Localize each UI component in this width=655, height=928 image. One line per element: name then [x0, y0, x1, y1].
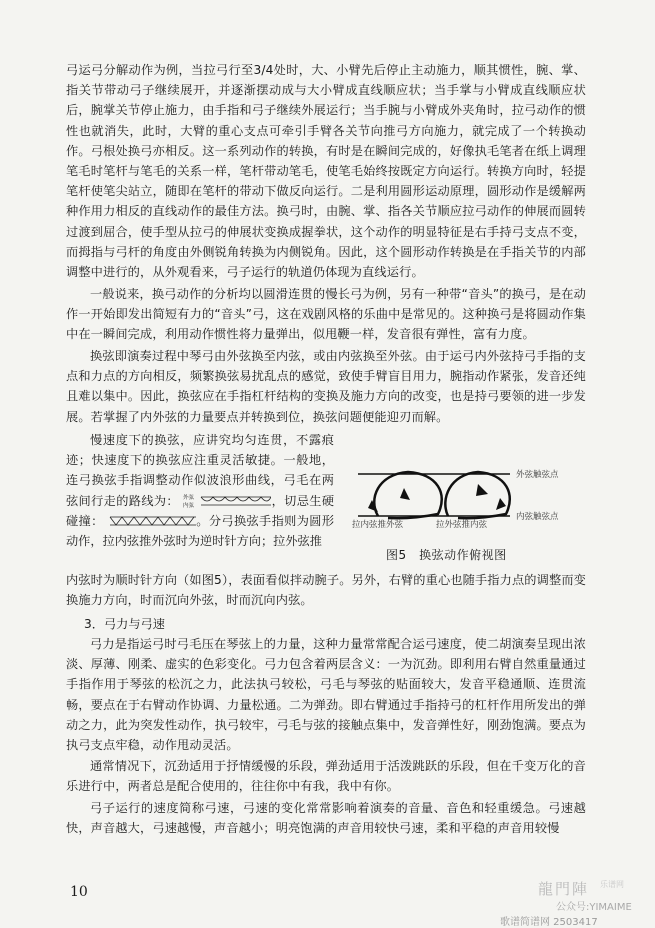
figure-label-pull-outer: 拉外弦推内弦 — [436, 520, 488, 530]
paragraph-crossing-speed — [66, 430, 334, 551]
figure-label-pull-inner: 拉内弦推外弦 — [352, 520, 404, 530]
watermark-logo: 龍門陣 — [538, 880, 590, 898]
paragraph-bow-change: 弓运弓分解动作为例，当拉弓行至3/4处时，大、小臂先后停止主动施力，顺其惯性，腕、掌、指关节带动弓子继续展开，并逐渐摆动成与大小臂成直线顺应状；当手掌与小臂成直线顺应状后，腕掌关节停止施力，由手指和弓子继续外展运行；当手腕与小臂成外夹角时，拉弓动作的惯性也就消失，此时，大臂的重心支点可牵引手臂各关节向推弓方向施力，就完成了一个转换动作。弓根处换弓亦相反。这一系列动作的转换，有时是在瞬间完成的，好像执毛笔者在纸上调理笔毛时笔杆与笔毛的关系一样，笔杆带动笔毛，使笔毛始终按既定方向运行。转换方向时，轻提笔杆使笔尖站立，随即在笔杆的带动下做反向运行。二是利用圆形运动原理，圆形动作是缓解两种作用力相反的直线动作的最佳方法。换弓时，由腕、掌、指各关节顺应拉弓动作的伸展而圆转过渡到屈合，使手型从拉弓的伸展状变换成握拳状，这个动作的明显特征是右手持弓支点不变，而拇指与弓杆的角度由外侧锐角转换为内侧锐角。因此，这个圆形动作转换是在手指关节的内部调整中进行的，从外观看来，弓子运行的轨道仍体现为直线运行。 — [66, 63, 586, 280]
paragraph-crossing-speed-text-2: ，切忌生硬碰撞： — [66, 493, 335, 528]
page-number: 10 — [70, 884, 88, 900]
watermark-logo-small: 乐谱网 — [600, 880, 624, 889]
zigzag-path-diagram — [108, 513, 196, 529]
figure-caption: 图5 换弦动作俯视图 — [386, 548, 507, 562]
watermark-site: 公众号:YIMAIME — [556, 902, 632, 913]
paragraph-crossing-speed-text-3: 。分弓换弦手指则为圆形动作，拉内弦推外弦时为逆时针方向；拉外弦推 — [66, 513, 335, 549]
paragraph-bow-force-usage: 通常情况下，沉劲适用于抒情缓慢的乐段，弹劲适用于活泼跳跃的乐段，但在千变万化的音乐进行中，两者总是配合使用的，往往你中有我，我中有你。 — [66, 759, 586, 794]
watermark-bottom: 歌谱简谱网 2503417 — [500, 917, 598, 928]
paragraph-accent-bow: 一般说来，换弓动作的分析均以圆滑连贯的慢长弓为例，另有一种带“音头”的换弓，是在动作一开始即发出简短有力的“音头”弓，这在戏剧风格的乐曲中是常见的。这种换弓是将圆动作集中在一瞬间完成，利用动作惯性将力量弹出，似甩鞭一样，发音很有弹性，富有力度。 — [66, 287, 586, 342]
paragraph-string-crossing: 换弦即演奏过程中琴弓由外弦换至内弦，或由内弦换至外弦。由于运弓内外弦持弓手指的支点和力点的方向相反，频繁换弦易扰乱点的感觉，致使手臂盲目用力，腕指动作紧张，发音还纯且难以集中。因此，换弦应在手指杠杆结构的变换及施力方向的改变，也是持弓要领的进一步发展。若掌握了内外弦的力量要点并转换到位，换弦问题便能迎刃而解。 — [66, 349, 586, 424]
inner-string-label: 内弦 — [183, 503, 195, 510]
figure-label-outer-contact: 外弦触弦点 — [516, 470, 559, 480]
wave-path-diagram — [183, 493, 271, 509]
paragraph-crossing-speed-text: 慢速度下的换弦，应讲究均匀连贯，不露痕迹；快速度下的换弦应注重灵活敏捷。一般地，连弓换弦手指调整动作似波浪形曲线，弓毛在两弦间行走的路线为： — [66, 433, 334, 508]
figure-label-inner-contact: 内弦触弦点 — [516, 512, 559, 522]
outer-string-label: 外弦 — [183, 495, 195, 502]
paragraph-bow-force: 弓力是指运弓时弓毛压在琴弦上的力量，这种力量常常配合运弓速度，使二胡演奏呈现出浓淡、厚薄、刚柔、虚实的色彩变化。弓力包含着两层含义：一为沉劲。即利用右臂自然重量通过手指作用于琴弦的松沉之力，此法执弓较松，弓毛与琴弦的贴面较大，发音平稳通顺、连贯流畅，要点在于右臂动作协调、力量松通。二为弹劲。即右臂通过手指持弓的杠杆作用所发出的弹动之力，此为突发性动作，执弓较牢，弓毛与弦的接触点集中，发音弹性好，刚劲饱满。要点为执弓支点牢稳，动作甩动灵活。 — [66, 637, 586, 753]
paragraph-bow-speed: 弓子运行的速度简称弓速，弓速的变化常常影响着演奏的音量、音色和轻重缓急。弓速越快，声音越大，弓速越慢，声音越小；明亮饱满的声音用较快弓速，柔和平稳的声音用较慢 — [66, 801, 586, 836]
paragraph-crossing-direction: 内弦时为顺时针方向（如图5），表面看似拌动腕子。另外，右臂的重心也随手指力点的调整而变换施力方向，时而沉向外弦，时而沉向内弦。 — [66, 573, 586, 608]
section-heading-bow-force: 3．弓力与弓速 — [84, 617, 165, 631]
